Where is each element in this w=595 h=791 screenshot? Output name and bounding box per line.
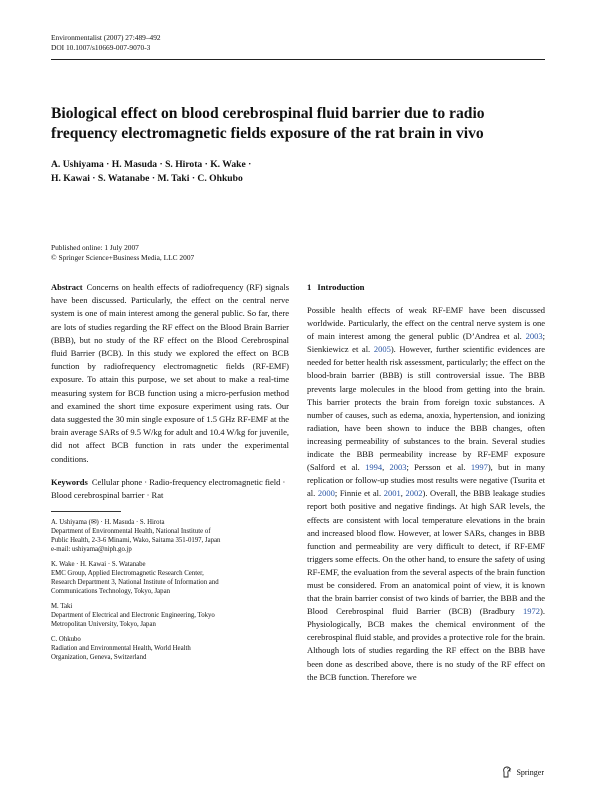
- affiliation-block: [51, 635, 289, 662]
- affiliation-line: Department of Electrical and Electronic Engineering, Tokyo: [51, 612, 215, 620]
- right-column: [307, 281, 545, 684]
- citation-link[interactable]: 1997: [470, 462, 488, 473]
- keywords-text: Cellular phone · Radio-frequency electromagnetic field · Blood cerebrospinal barrier · Rat: [51, 476, 286, 501]
- affiliation-line: Communications Technology, Tokyo, Japan: [51, 588, 170, 596]
- affiliation-block: [51, 560, 289, 596]
- affiliation-line: A. Ushiyama (✉) · H. Masuda · S. Hirota: [51, 519, 165, 527]
- publication-info: [51, 243, 194, 263]
- affiliation-line: Organization, Geneva, Switzerland: [51, 654, 147, 662]
- left-column: [51, 281, 289, 662]
- affiliation-block: [51, 518, 289, 554]
- affiliation-line: e-mail: ushiyama@niph.go.jp: [51, 546, 132, 554]
- header-rule: [51, 59, 545, 60]
- springer-horse-icon: [501, 766, 512, 778]
- abstract-label: Abstract: [51, 282, 83, 292]
- affiliation-line: Metropolitan University, Tokyo, Japan: [51, 621, 156, 629]
- paper-title: Biological effect on blood cerebrospinal fluid barrier due to radio frequency electromagnetic fields exposure of the rat brain in vivo: [51, 105, 485, 142]
- affiliation-line: K. Wake · H. Kawai · S. Watanabe: [51, 561, 146, 569]
- abstract-text: Concerns on health effects of radiofrequency (RF) signals have been discussed. Particularly, the effect on the central nerve system is one of main interest among the general public. So far, there are lots of studies regarding the RF effect on the Blood Brain Barrier (BBB), but no study of the RF effect on the Blood Cerebrospinal fluid Barrier (BCB). In this study we explored the effect on BCB function by radiofrequency electromagnetic fields (RF-EMF) exposure. To attain this purpose, we set about to make a real-time measuring system for BCB function using a micro-perfusion method and examined the short time exposure experiment using rats. Our data suggested the 30 min single exposure of 1.5 GHz RF-EMF at the brain average SARs of 9.5 W/kg for adult and 10.4 W/kg for juvenile, did not affect BCB function in rats under the experimental conditions.: [51, 282, 289, 464]
- citation-link[interactable]: 2005: [373, 344, 391, 355]
- copyright: © Springer Science+Business Media, LLC 2007: [51, 253, 195, 262]
- intro-text: ), but in many replication or follow-up studies most results were negative (Tsurita et al.: [307, 462, 545, 499]
- intro-text: ; Finnie et al.: [334, 488, 384, 499]
- intro-text: ). Overall, the BBB leakage studies report both positive and negative findings. At high SAR levels, the effects are consistent with local temperature elevations in the brain and increased blood flow. However, at lower SARs, changes in BBB function and permeability are very difficult to detect, if RF-EMF triggers some effects. On the other hand, to ensure the safety of using RF-EMF, the evaluation from the several aspects of the brain function must be considered. From an anatomical point of view, it is known that the brain barrier consist of two kinds of barrier, the BBB and the Blood Cerebrospinal fluid Barrier (BCB) (Bradbury: [307, 488, 546, 617]
- intro-text: ; Persson et al.: [406, 462, 471, 473]
- author-list: [51, 158, 545, 186]
- intro-text: ; Sienkiewicz et al.: [307, 331, 545, 355]
- affiliation-rule: [51, 511, 121, 512]
- keywords-label: Keywords: [51, 476, 88, 487]
- intro-text: ). Physiologically, BCB makes the chemical environment of the cerebrospinal fluid stable, and provides a protective role for the brain. Although lots of studies regarding the RF effect on the BBB have been done as described above, there is no study of the RF effect on the BCB function. Therefore we: [307, 606, 545, 682]
- intro-text: ,: [382, 462, 390, 473]
- affiliation-line: M. Taki: [51, 603, 73, 611]
- intro-text: Possible health effects of weak RF-EMF have been discussed worldwide. Particularly, the effect on the central nerve system is one of main interest among the general public (D’Andrea et al.: [307, 305, 545, 342]
- doi: DOI 10.1007/s10669-007-9070-3: [51, 43, 151, 52]
- citation-link[interactable]: 1994: [365, 462, 383, 473]
- abstract: [51, 281, 289, 466]
- citation-link[interactable]: 2003: [525, 331, 543, 342]
- section-number: 1: [307, 282, 312, 292]
- published-date: Published online: 1 July 2007: [51, 243, 139, 252]
- publisher-name: Springer: [516, 767, 544, 777]
- citation-link[interactable]: 2001: [383, 488, 401, 499]
- intro-text: ,: [400, 488, 406, 499]
- citation-link[interactable]: 1972: [523, 606, 541, 617]
- affiliation-line: Department of Environmental Health, National Institute of: [51, 528, 211, 536]
- keywords: [51, 476, 289, 502]
- authors-line: H. Kawai · S. Watanabe · M. Taki · C. Ohkubo: [51, 173, 243, 184]
- affiliation-line: Radiation and Environmental Health, World Health: [51, 645, 191, 653]
- section-heading: [307, 281, 545, 293]
- intro-text: ). However, further scientific evidences are needed for better health risk assessment, particularly; the effect on the blood-brain barrier (BBB) is still controversial issue. The BBB prevents large molecules in the blood from getting into the brain. This barrier protects the brain from foreign toxic substances. A number of causes, such as edema, anoxia, hypertension, and ionizing radiation, have been shown to induce the BBB changes, often increasing permeability of substances to the brain. Several studies indicate the BBB permeability increase by RF-EMF exposure (Salford et al.: [307, 344, 545, 473]
- intro-paragraph: [307, 304, 545, 684]
- citation-link[interactable]: 2003: [389, 462, 407, 473]
- journal-citation: Environmentalist (2007) 27:489–492: [51, 33, 161, 42]
- affiliation-line: EMC Group, Applied Electromagnetic Research Center,: [51, 570, 204, 578]
- affiliations: [51, 518, 289, 662]
- citation-link[interactable]: 2002: [405, 488, 423, 499]
- authors-line: A. Ushiyama · H. Masuda · S. Hirota · K. Wake ·: [51, 159, 252, 170]
- affiliation-block: [51, 602, 289, 629]
- publisher-logo: [501, 766, 544, 778]
- affiliation-line: Public Health, 2-3-6 Minami, Wako, Saitama 351-0197, Japan: [51, 537, 221, 545]
- section-title: Introduction: [317, 282, 365, 292]
- affiliation-line: C. Ohkubo: [51, 636, 81, 644]
- citation-link[interactable]: 2000: [317, 488, 335, 499]
- affiliation-line: Research Department 3, National Institute of Information and: [51, 579, 219, 587]
- journal-header: [51, 33, 161, 53]
